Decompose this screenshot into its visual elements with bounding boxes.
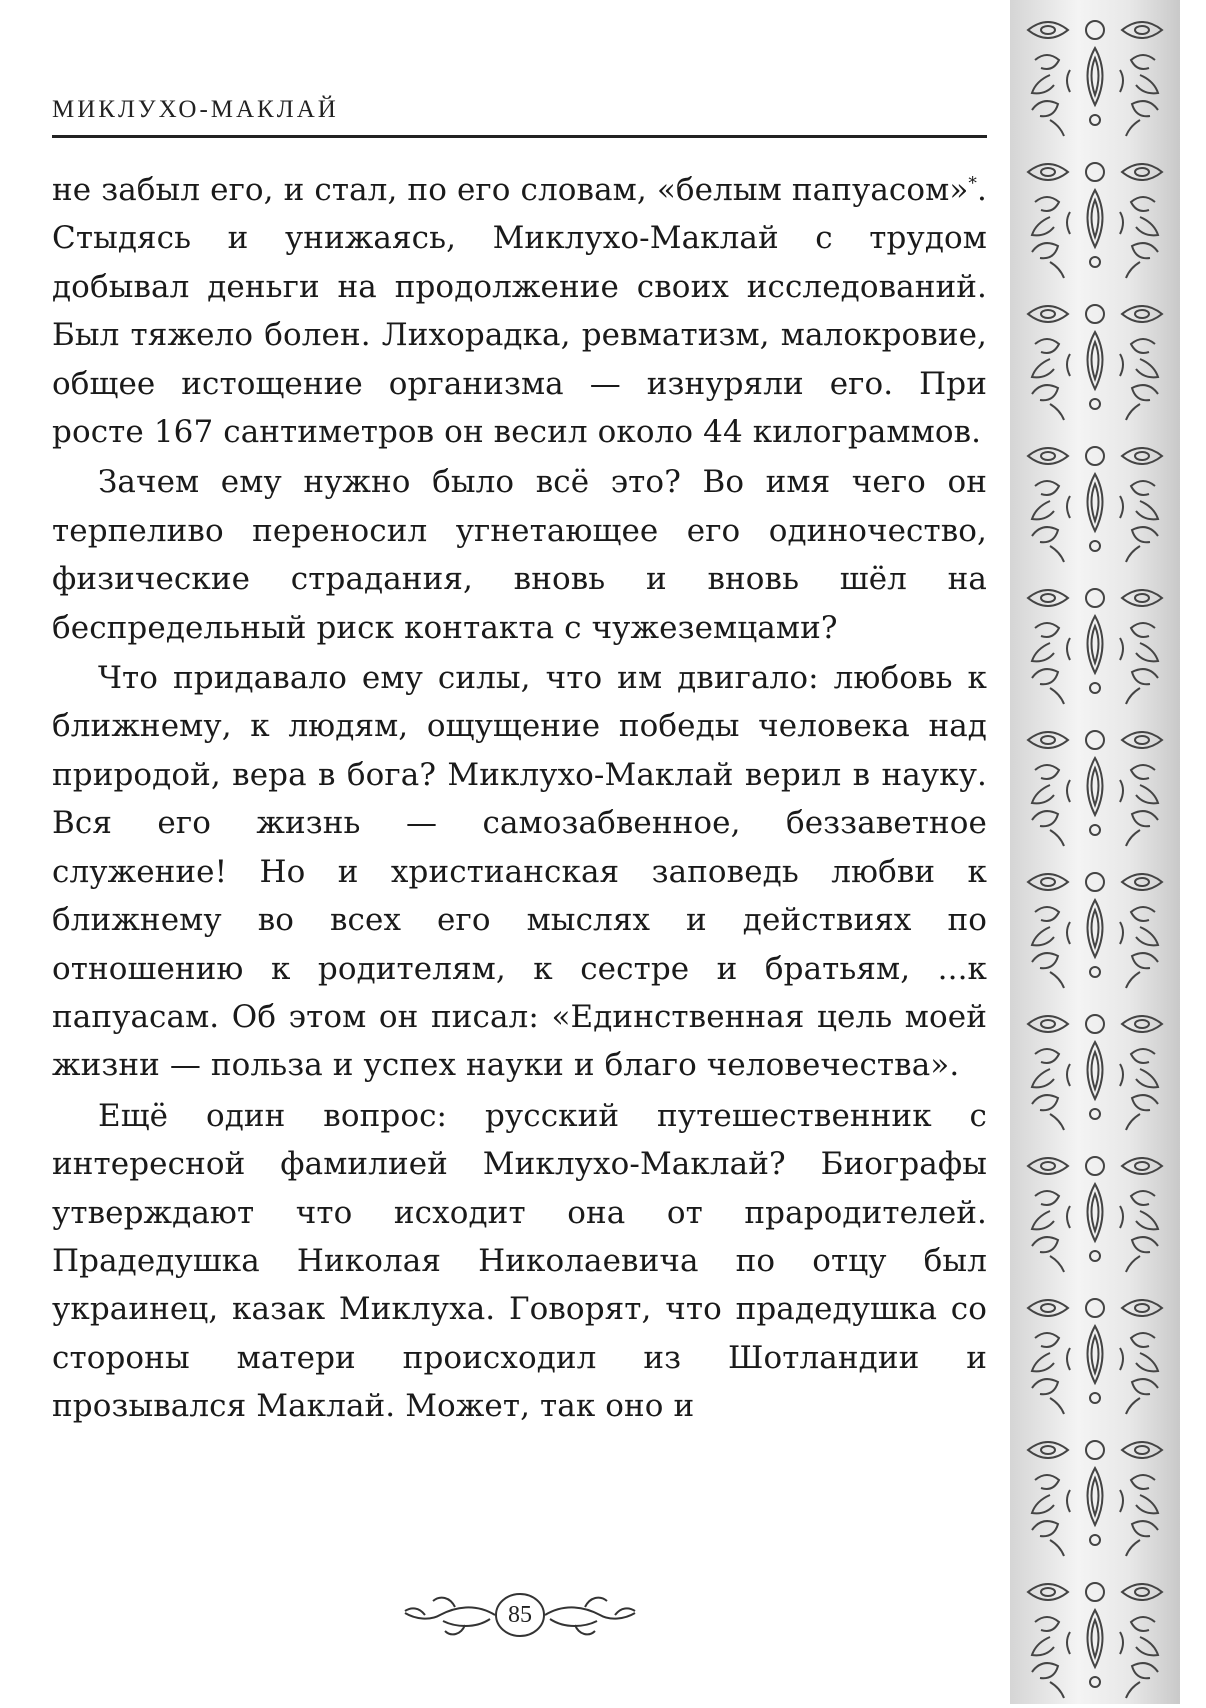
paragraph-1-text: не забыл его, и стал, по его словам, «белым папуасом» [52, 172, 969, 208]
ornament-strip [1010, 0, 1180, 1704]
paragraph-3: Что придавало ему силы, что им двигало: любовь к ближнему, к людям, ощущение победы человека над природой, вера в бога? Миклухо-Маклай верил в науку. Вся его жизнь — самозабвенное, беззаветное служение! Но и христианская заповедь любви к ближнему во всех его мыслях и действиях по отношению к родителям, к сестре и братьям, ...к папуасам. Об этом он писал: «Единственная цель моей жизни — польза и успех науки и благо человечества». [52, 660, 987, 1084]
paragraph-1 [52, 166, 987, 456]
footnote-mark[interactable]: * [968, 173, 978, 194]
page-footer [395, 1585, 645, 1645]
floral-ornament-icon [1010, 0, 1180, 1704]
paragraph-2: Зачем ему нужно было всё это? Во имя чего он терпеливо переносил угнетающее его одиночество, физические страдания, вновь и вновь шёл на беспредельный риск контакта с чужеземцами? [52, 464, 987, 646]
header-rule [52, 135, 987, 138]
paragraph-1-text-continued: . Стыдясь и унижаясь, Миклухо-Маклай с трудом добывал деньги на продолжение своих исследований. Был тяжело болен. Лихорадка, ревматизм, малокровие, общее истощение организма — изнуряли его. При росте 167 сантиметров он весил около 44 килограммов. [52, 172, 987, 451]
text-block [52, 166, 987, 1433]
paragraph-4: Ещё один вопрос: русский путешественник с интересной фамилией Миклухо-Маклай? Биографы утверждают что исходит она от прародителей. Прадедушка Николая Николаевича по отцу был украинец, казак Миклуха. Говорят, что прадедушка со стороны матери происходил из Шотландии и прозывался Маклай. Может, так оно и [52, 1097, 987, 1425]
page-number: 85 [508, 1602, 532, 1628]
running-head: МИКЛУХО-МАКЛАЙ [52, 96, 339, 123]
